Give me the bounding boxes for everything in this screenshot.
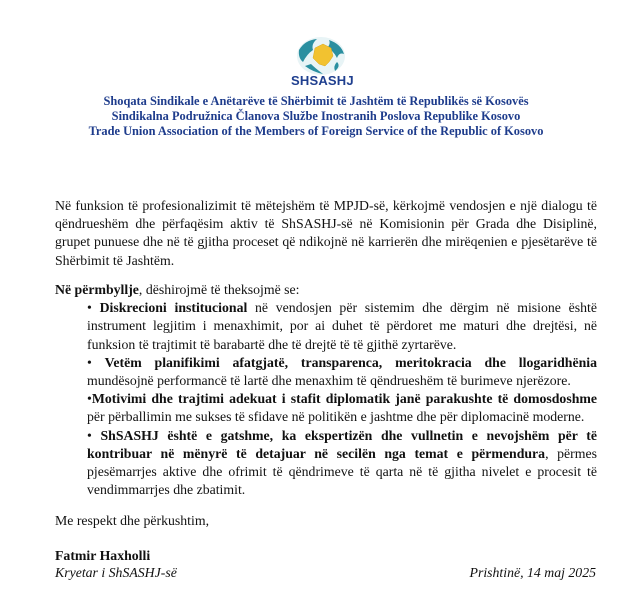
signatory-title: Kryetar i ShSASHJ-së xyxy=(55,565,177,580)
bullet-item xyxy=(87,427,597,500)
bullet-item xyxy=(87,390,597,426)
closing-regards: Me respekt dhe përkushtim, xyxy=(55,513,210,528)
org-name-english: Trade Union Association of the Members of Foreign Service of the Republic of Kosovo xyxy=(88,124,544,138)
bullet-text: për përballimin me sukses të sfidave në politikën e jashtme dhe për diplomacinë moderne. xyxy=(87,409,585,425)
bullet-icon: • xyxy=(87,300,92,316)
closing-lead xyxy=(55,281,597,299)
place-and-date: Prishtinë, 14 maj 2025 xyxy=(469,565,596,580)
closing-section xyxy=(55,281,597,499)
bullet-bold: Motivimi dhe trajtimi adekuat i stafit diplomatik janë parakushte të domosdoshme xyxy=(91,391,597,407)
intro-paragraph xyxy=(55,197,597,270)
intro-text: Në funksion të profesionalizimit të mëtejshëm të MPJD-së, kërkojmë vendosjen e një dialogu të qëndrueshëm dhe përfaqësim aktiv të ShSASHJ-së në Komisionin për Grada dhe Disiplinë, grupet punuese dhe në të gjitha proceset që ndikojnë në karrierën dhe mirëqenien e pjesëtarëve të Shërbimit të Jashtëm. xyxy=(55,198,597,268)
bullet-icon: • xyxy=(87,391,92,407)
logo-text: SHSASHJ xyxy=(291,73,354,88)
bullet-bold: Vetëm planifikimi afatgjatë, transparenca, meritokracia dhe llogaridhënia xyxy=(104,354,597,370)
signatory-name: Fatmir Haxholli xyxy=(55,548,151,563)
closing-lead-rest: , dëshirojmë të theksojmë se: xyxy=(138,282,300,297)
bullet-text: , përmes pjesëmarrjes aktive dhe ofrimit të qëndrimeve të qarta në të gjitha nivelet e procesit të vendimmarrjes dhe zbatimit. xyxy=(87,445,597,498)
bullet-bold: Diskrecioni institucional xyxy=(99,300,248,316)
globe-with-kosovo-map-icon xyxy=(293,36,349,76)
org-name-albanian: Shoqata Sindikale e Anëtarëve të Shërbimit të Jashtëm të Republikës së Kosovës xyxy=(103,94,529,108)
bullet-icon: • xyxy=(87,354,92,370)
bullet-item xyxy=(87,299,597,354)
bullet-icon: • xyxy=(87,427,92,443)
bullet-item xyxy=(87,354,597,390)
org-name-serbian: Sindikalna Podružnica Članova Službe Inostranih Poslova Republike Kosovo xyxy=(111,109,521,123)
bullet-text: në vendosjen për sistemim dhe dërgim në misione është instrument legjitim i menaxhimit, por ai duhet të përdoret me maturi dhe drejtësi, në funksion të trajtimit të barabartë dhe të drejtë të të gjithë zyrtarëve. xyxy=(87,300,597,352)
bullet-bold: ShSASHJ është e gatshme, ka ekspertizën dhe vullnetin e nevojshëm për të kontribuar në mënyrë të detajuar në secilën nga temat e përmendura xyxy=(87,427,597,461)
closing-lead-bold: Në përmbyllje xyxy=(55,282,139,297)
bullet-text: mundësojnë performancë të lartë dhe menaxhim të qëndrueshëm të burimeve njerëzore. xyxy=(87,373,571,389)
